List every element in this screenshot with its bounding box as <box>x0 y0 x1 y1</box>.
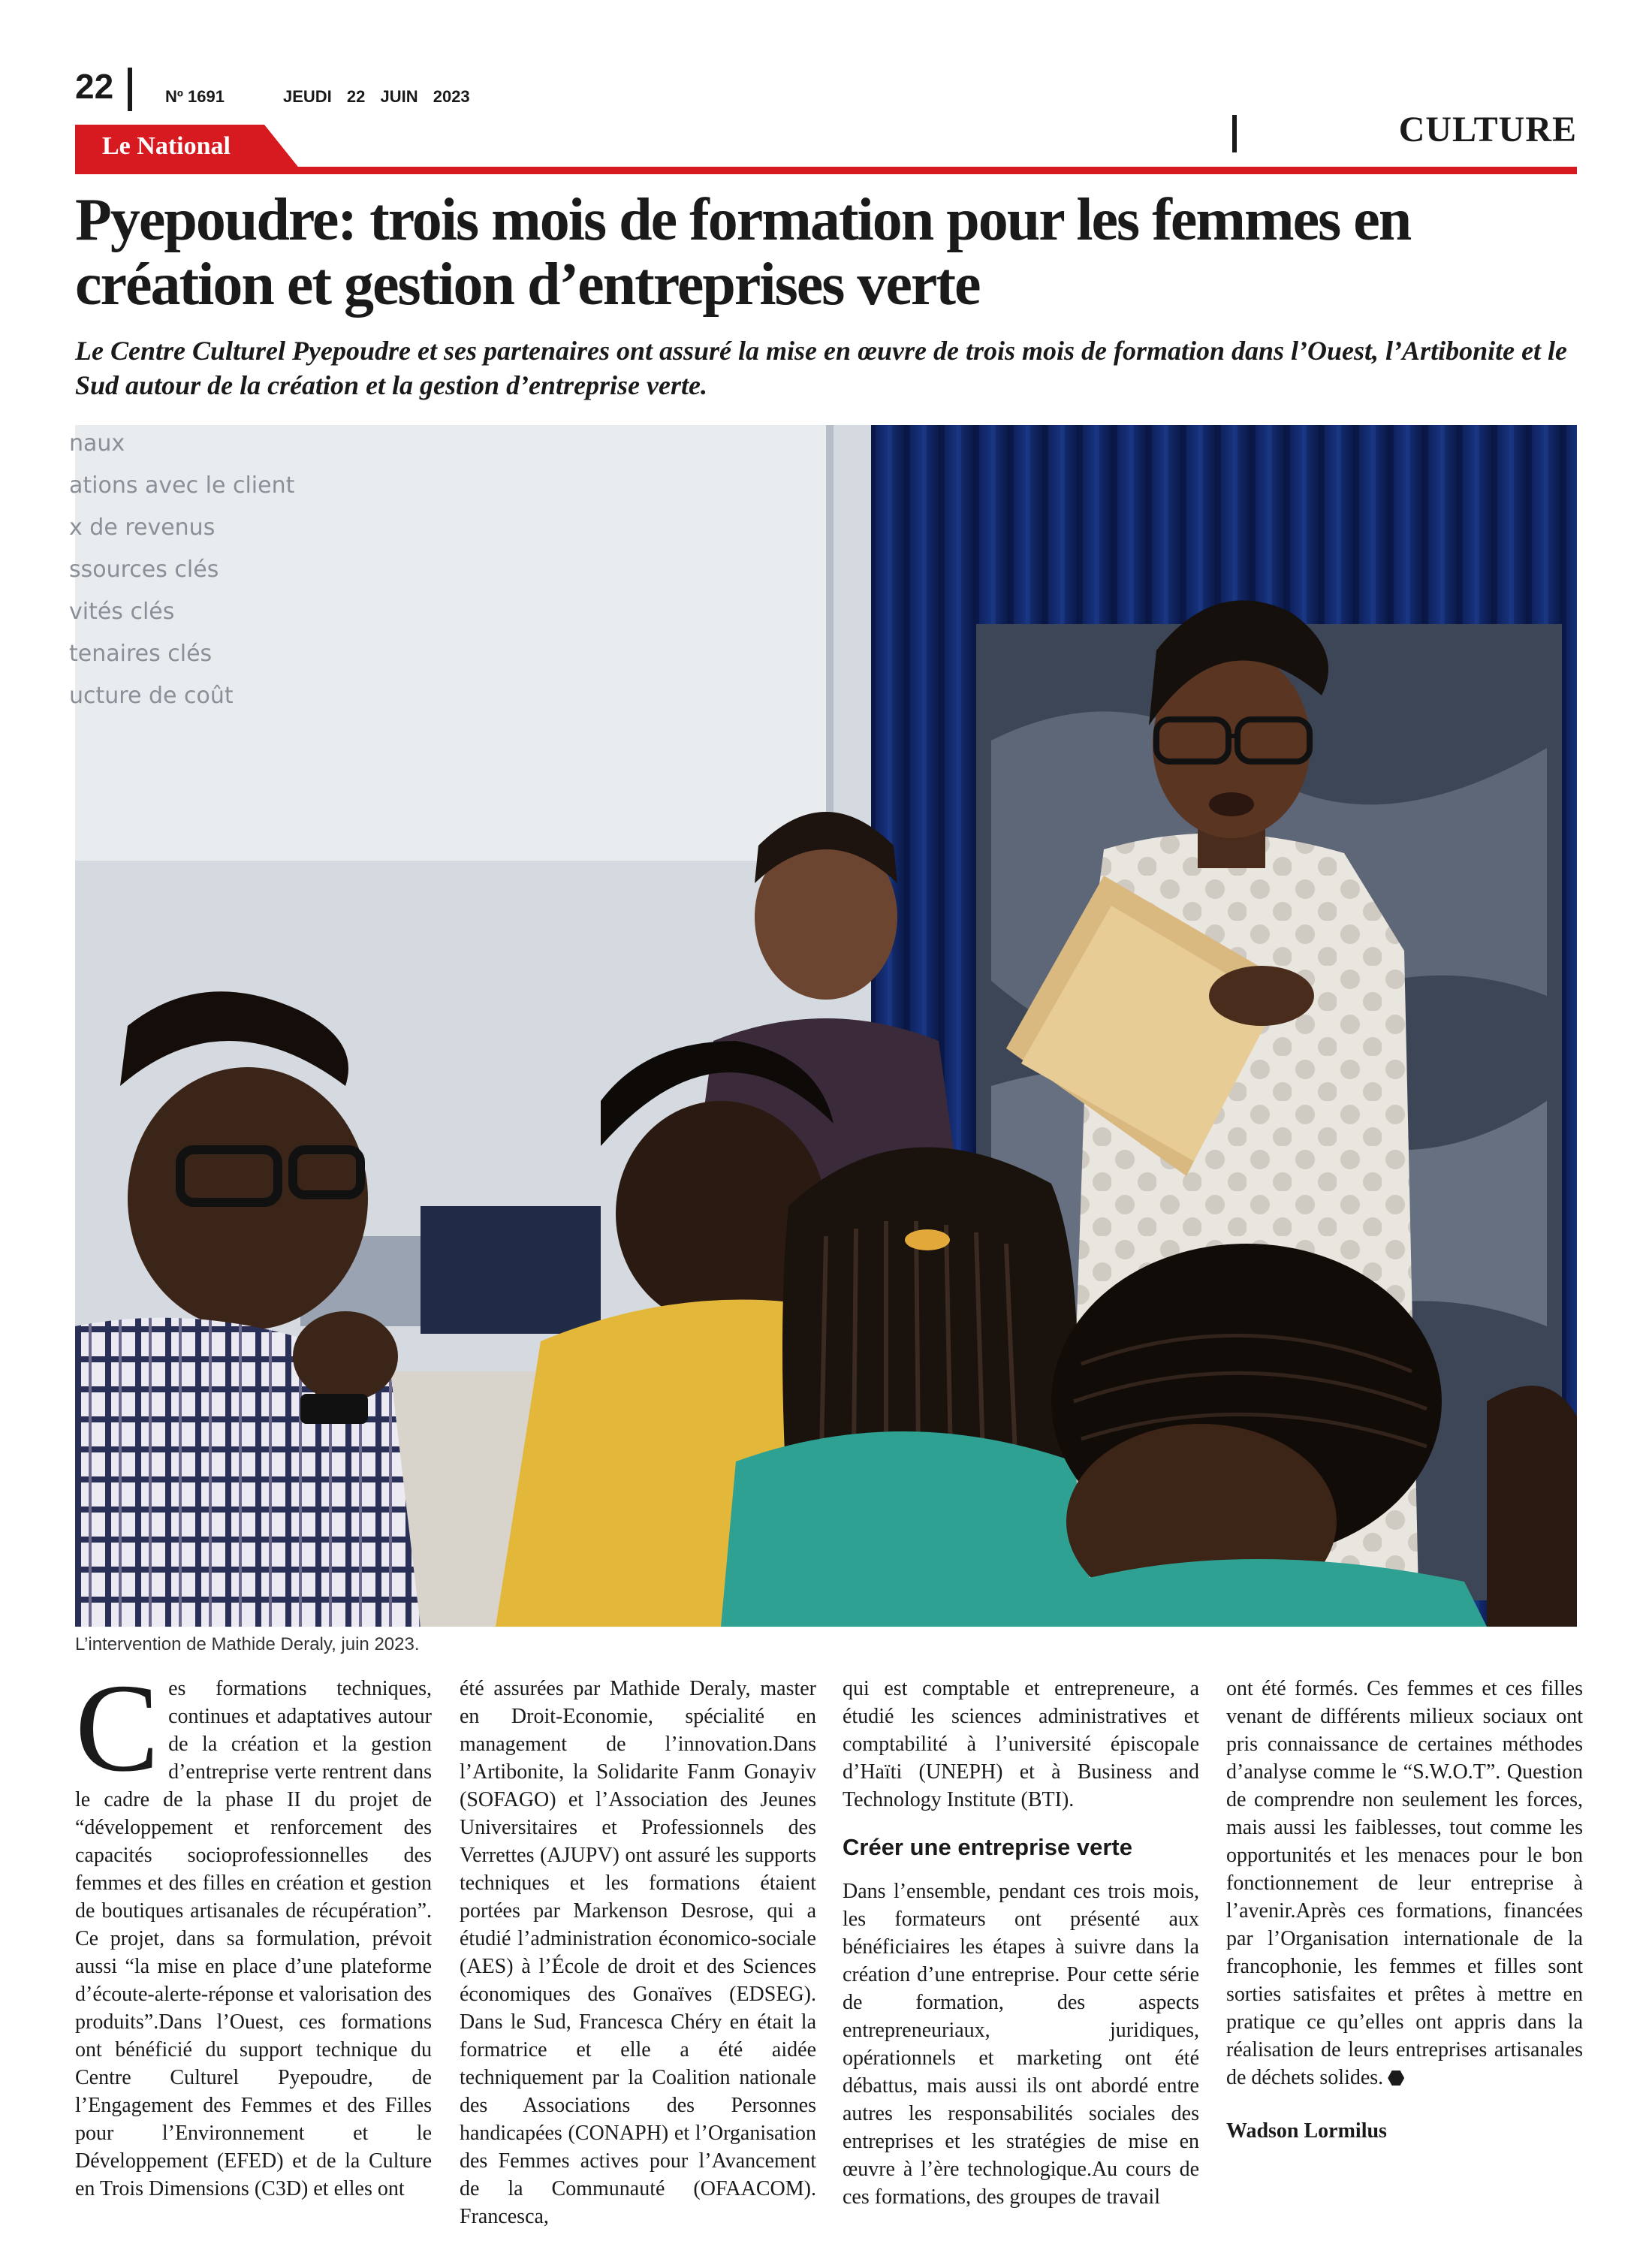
photo-caption: L’intervention de Mathide Deraly, juin 2023. <box>75 1634 420 1654</box>
section-rubric: CULTURE <box>1398 110 1577 149</box>
newspaper-brand-name: Le National <box>102 132 231 160</box>
article-column-1 <box>75 1658 433 2203</box>
issue-number: Nº 1691 <box>165 87 225 106</box>
article-photo <box>69 425 1577 1627</box>
issue-date: JEUDI 22 JUIN 2023 <box>283 87 470 106</box>
drop-cap: C <box>75 1658 160 1798</box>
column-2-text: été assurées par Mathide Deraly, master en Droit-Economie, spécialité en management de l’innovation.Dans l’Artibonite, la Solidarite Fanm Gonayiv (SOFAGO) et l’Association des Jeunes Universitaires et Professionnels des Verrettes (AJUPV) ont assuré les supports techniques et les formations étaient portées par Markenson Desrose, qui a étudié l’administration économico-sociale (AES) à l’École de droit et des Sciences économiques des Gonaïves (EDSEG). Dans le Sud, Francesca Chéry en était la formatrice et elle a été aidée techniquement par la Coalition nationale des Associations des Personnes handicapées (CONAPH) et l’Organisation des Femmes actives pour l’Avancement de la Communauté (OFAACOM). Francesca, <box>460 1677 816 2228</box>
column-1-text: es formations techniques, continues et adaptatives autour de la création et la gestion d’entreprise verte rentrent dans le cadre de la phase II du projet de “développement et renforcement des capacités socioprofessionnelles des femmes et des filles en création et gestion de boutiques artisanales de récupération”. Ce projet, dans sa formulation, prévoit aussi “la mise en place d’une plateforme d’écoute-alerte-réponse et valorisation des produits”.Dans l’Ouest, ces formations ont bénéficié du support technique du Centre Culturel Pyepoudre, de l’Engagement des Femmes et des Filles pour l’Environnement et le Développement (EFED) et de la Culture en Trois Dimensions (C3D) et elles ont <box>75 1677 433 2200</box>
article-headline: Pyepoudre: trois mois de formation pour les femmes en création et gestion d’entreprises verte <box>75 187 1411 318</box>
slide-line: vités clés <box>69 599 175 625</box>
page-number: 22 <box>75 67 114 106</box>
author-byline: Wadson Lormilus <box>1226 2119 1387 2143</box>
column-4-text: ont été formés. Ces femmes et ces filles venant de différents milieux sociaux ont pris connaissance de certaines méthodes d’analyse comme le “S.W.O.T”. Question de comprendre non seulement les forces, mais aussi les faiblesses, tout comme les opportunités et les menaces pour le bon fonctionnement de leur entreprise à l’avenir.Après ces formations, financées par l’Organisation internationale de la francophonie, les femmes et filles sont sorties satisfaites et prêtes à mettre en pratique ce qu’elles ont appris dans la réalisation de leurs entreprises artisanales de déchets solides. <box>1226 1677 1583 2089</box>
article-column-4 <box>1226 1675 1583 2145</box>
slide-line: ssources clés <box>69 556 219 583</box>
slide-line: ucture de coût <box>69 683 234 709</box>
slide-line: x de revenus <box>69 514 216 541</box>
article-standfirst: Le Centre Culturel Pyepoudre et ses partenaires ont assuré la mise en œuvre de trois mois de formation dans l’Ouest, l’Artibonite et le Sud autour de la création et la gestion d’entreprise verte. <box>75 336 1568 400</box>
article-column-2 <box>460 1675 816 2230</box>
slide-line: naux <box>69 430 125 457</box>
column-3-text-b: Dans l’ensemble, pendant ces trois mois, les formateurs ont présenté aux bénéficiaires les étapes à suivre dans la création d’une entreprise. Pour cette série de formation, des aspects entrepreneuriaux, juridiques, opérationnels et marketing ont été débattus, mais aussi ils ont abordé entre autres les responsabilités sociales des entreprises et les stratégies de mise en œuvre à l’ère technologique.Au cours de ces formations, des groupes de travail <box>843 1880 1199 2209</box>
end-of-article-icon <box>1388 2071 1404 2086</box>
article-subheading: Créer une entreprise verte <box>843 1834 1132 1860</box>
page-number-divider <box>128 68 132 111</box>
slide-line: tenaires clés <box>69 641 213 667</box>
slide-line: ations avec le client <box>69 472 295 499</box>
column-3-text-a: qui est comptable et entrepreneure, a étudié les sciences administratives et comptabilité à l’université épiscopale d’Haïti (UNEPH) et à Business and Technology Institute (BTI). <box>843 1677 1199 1811</box>
rubric-divider <box>1232 115 1237 152</box>
article-column-3 <box>843 1675 1199 2211</box>
header-red-rule <box>75 167 1577 174</box>
